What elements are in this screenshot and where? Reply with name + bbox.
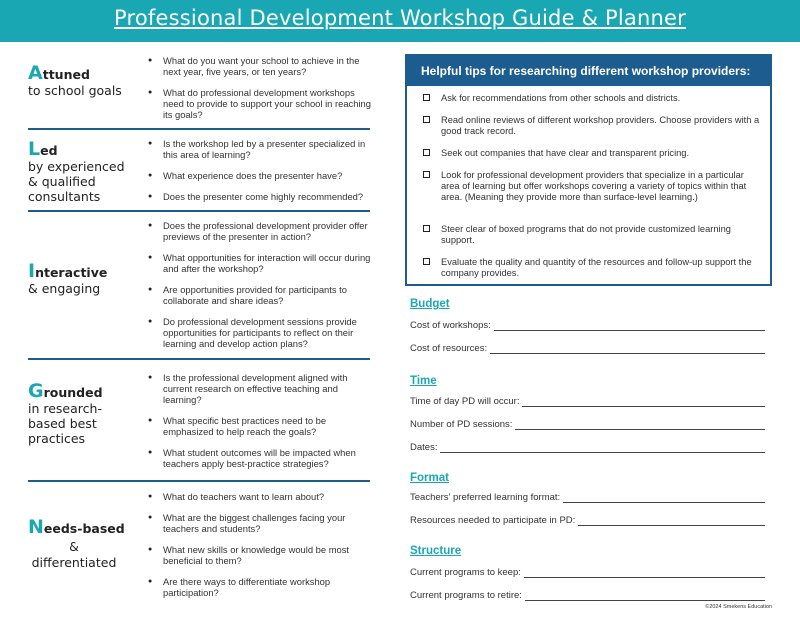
fill-line[interactable] xyxy=(440,444,765,453)
field-label: Resources needed to participate in PD: xyxy=(410,515,576,526)
tip-text: Ask for recommendations from other schools and districts. xyxy=(441,93,681,103)
section-heading xyxy=(28,380,146,446)
section-subtitle: by experienced & qualified consultants xyxy=(28,159,125,204)
tip-text: Seek out companies that have clear and transparent pricing. xyxy=(441,148,690,158)
section-word: rounded xyxy=(43,385,103,400)
field-label: Time of day PD will occur: xyxy=(410,396,520,407)
question-list xyxy=(148,372,374,469)
fill-line[interactable] xyxy=(515,421,765,430)
title-banner xyxy=(0,0,800,42)
form-field[interactable] xyxy=(410,590,765,601)
question-item: ● What specific best practices need to be emphasized to help reach the goals? xyxy=(148,415,374,437)
section-title: Format xyxy=(410,472,449,484)
question-item: ● Are opportunities provided for participants to collaborate and share ideas? xyxy=(148,284,374,306)
question-item: ● Are there ways to differentiate workshop participation? xyxy=(148,576,374,598)
form-field[interactable] xyxy=(410,419,765,430)
section-subtitle: in research-based best practices xyxy=(28,401,102,446)
tip-item xyxy=(423,115,763,137)
fill-line[interactable] xyxy=(524,569,765,578)
tip-item xyxy=(423,148,763,159)
section-word: ttuned xyxy=(42,67,90,82)
question-item: ● What do you want your school to achieve in the next year, five years, or ten years? xyxy=(148,55,374,77)
tips-box xyxy=(405,54,772,286)
form-field[interactable] xyxy=(410,396,765,407)
section-word: eeds-based xyxy=(43,521,125,536)
section-title: Time xyxy=(410,375,437,387)
tip-text: Look for professional development providers that specialize in a particular area of learning but offer workshops covering a variety of topics within that area. (Meaning they provide more than surface-level learning.) xyxy=(441,170,747,202)
section-heading xyxy=(28,62,146,98)
form-field[interactable] xyxy=(410,515,765,526)
section-subtitle: to school goals xyxy=(28,83,122,98)
checkbox-icon xyxy=(423,149,430,156)
fill-line[interactable] xyxy=(490,345,765,354)
form-field[interactable] xyxy=(410,492,765,503)
field-label: Teachers' preferred learning format: xyxy=(410,492,561,503)
section-word: ed xyxy=(40,143,58,158)
question-item: ● Is the workshop led by a presenter specialized in this area of learning? xyxy=(148,138,374,160)
field-label: Current programs to retire: xyxy=(410,590,522,601)
fill-line[interactable] xyxy=(578,517,765,526)
fill-line[interactable] xyxy=(494,322,765,331)
section-divider xyxy=(28,128,370,130)
question-list xyxy=(148,138,374,202)
question-item: ● What do professional development workshops need to provide to support your school in reaching its goals? xyxy=(148,87,374,120)
tip-item xyxy=(423,257,763,279)
section-letter: A xyxy=(28,62,43,84)
section-heading xyxy=(28,260,146,296)
section-subtitle: & engaging xyxy=(28,281,101,296)
section-letter: L xyxy=(28,138,41,160)
section-subtitle: & differentiated xyxy=(31,539,117,570)
section-heading xyxy=(28,138,146,204)
fill-line[interactable] xyxy=(525,592,765,601)
section-letter: N xyxy=(28,516,44,538)
question-item: ● Does the presenter come highly recommended? xyxy=(148,191,374,202)
field-label: Cost of workshops: xyxy=(410,320,491,331)
section-divider xyxy=(28,480,370,482)
section-word: nteractive xyxy=(35,265,108,280)
tip-text: Steer clear of boxed programs that do not provide customized learning support. xyxy=(441,224,731,245)
tip-text: Evaluate the quality and quantity of the resources and follow-up support the company provides. xyxy=(441,257,752,278)
question-list xyxy=(148,220,374,349)
tip-item xyxy=(423,224,763,246)
tip-item xyxy=(423,170,763,203)
checkbox-icon xyxy=(423,258,430,265)
form-field[interactable] xyxy=(410,567,765,578)
section-title: Budget xyxy=(410,298,450,310)
section-letter: G xyxy=(28,380,44,402)
question-list xyxy=(148,55,374,120)
section-heading xyxy=(28,516,146,571)
copyright-text: ©2024 Smekens Education xyxy=(705,604,772,610)
field-label: Current programs to keep: xyxy=(410,567,521,578)
page-title: Professional Development Workshop Guide & Planner xyxy=(114,6,686,30)
checkbox-icon xyxy=(423,225,430,232)
question-list xyxy=(148,491,374,598)
checkbox-icon xyxy=(423,116,430,123)
field-label: Cost of resources: xyxy=(410,343,488,354)
tip-item xyxy=(423,93,763,104)
form-field[interactable] xyxy=(410,343,765,354)
form-field[interactable] xyxy=(410,320,765,331)
checkbox-icon xyxy=(423,171,430,178)
tips-heading: Helpful tips for researching different workshop providers: xyxy=(407,56,770,86)
section-divider xyxy=(28,358,370,360)
question-item: ● What student outcomes will be impacted when teachers apply best-practice strategies? xyxy=(148,447,374,469)
section-divider xyxy=(28,210,370,212)
field-label: Dates: xyxy=(410,442,438,453)
question-item: ● What are the biggest challenges facing your teachers and students? xyxy=(148,512,374,534)
tip-text: Read online reviews of different workshop providers. Choose providers with a good track record. xyxy=(441,115,760,136)
question-item: ● What experience does the presenter have? xyxy=(148,170,374,181)
form-field[interactable] xyxy=(410,442,765,453)
field-label: Number of PD sessions: xyxy=(410,419,513,430)
checkbox-icon xyxy=(423,94,430,101)
question-item: ● Is the professional development aligned with current research on effective teaching and learning? xyxy=(148,372,374,405)
question-item: ● Does the professional development provider offer previews of the presenter in action? xyxy=(148,220,374,242)
question-item: ● What opportunities for interaction will occur during and after the workshop? xyxy=(148,252,374,274)
question-item: ● What new skills or knowledge would be most beneficial to them? xyxy=(148,544,374,566)
question-item: ● What do teachers want to learn about? xyxy=(148,491,374,502)
question-item: ● Do professional development sessions provide opportunities for participants to reflect on their learning and develop action plans? xyxy=(148,316,374,349)
fill-line[interactable] xyxy=(563,494,765,503)
section-title: Structure xyxy=(410,545,462,557)
section-letter: I xyxy=(28,260,36,282)
fill-line[interactable] xyxy=(522,398,765,407)
